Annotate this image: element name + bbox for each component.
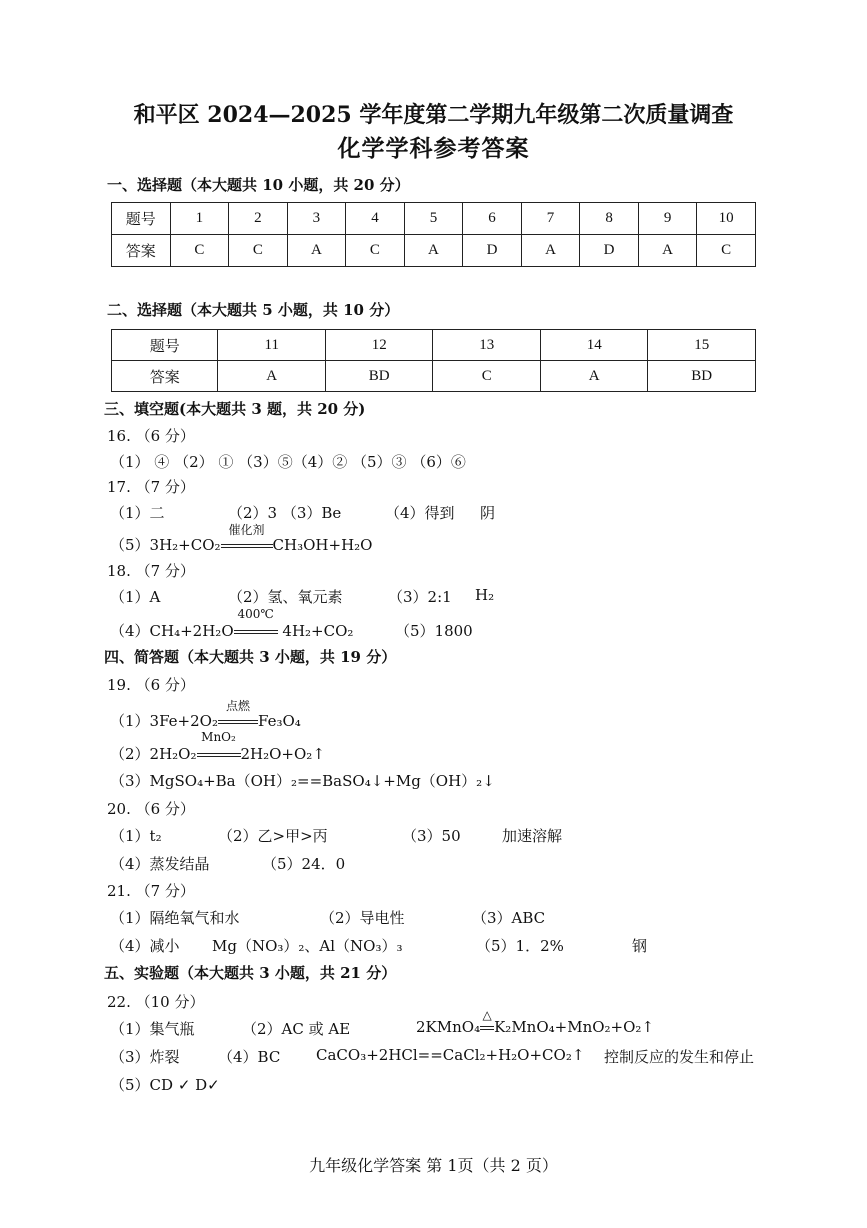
q20-head: 20. （6 分） (107, 800, 195, 818)
q19-head: 19. （6 分） (107, 676, 195, 694)
q17-head: 17. （7 分） (107, 478, 195, 496)
table1-question-6: 6 (463, 203, 522, 235)
table1-question-4: 4 (346, 203, 405, 235)
table1-answer-8: D (580, 235, 639, 267)
q17-a2: （2）3 （3）Be (228, 504, 342, 522)
q22-equation (416, 1008, 654, 1036)
q20-a3: （3）50 (402, 827, 461, 845)
q16-head: 16. （6 分） (107, 427, 195, 445)
q20-a1: （1）t₂ (110, 827, 162, 845)
q17-eq-reactants: （5）3H₂+CO₂ (110, 536, 221, 554)
q22-head: 22. （10 分） (107, 993, 205, 1011)
q19-equation2 (110, 730, 325, 764)
q21-a3: （3）ABC (472, 909, 546, 927)
q18-eq-products: 4H₂+CO₂ (282, 622, 354, 640)
table2-label-answer: 答案 (112, 361, 218, 392)
q21-head: 21. （7 分） (107, 882, 195, 900)
q18-a3: （3）2:1 (388, 588, 452, 606)
table2-answer-5: BD (648, 361, 756, 392)
q22-eq-condition: △ (482, 1008, 492, 1022)
table1-answer-4: C (346, 235, 405, 267)
q19-eq1-products: Fe₃O₄ (257, 712, 301, 730)
q16-line1: （1） ④ （2） ① （3）⑤（4）② （5）③ （6）⑥ (110, 453, 466, 471)
q22-eq-reactants: 2KMnO₄ (416, 1018, 481, 1036)
section2-heading: 二、选择题（本大题共 5 小题，共 10 分） (107, 301, 400, 319)
q17-eq-products: CH₃OH+H₂O (272, 536, 373, 554)
table1-question-1: 1 (170, 203, 229, 235)
table2-question-3: 13 (433, 330, 540, 361)
q22-eq-products: K₂MnO₄+MnO₂+O₂↑ (494, 1018, 654, 1036)
section4-heading: 四、简答题（本大题共 3 小题，共 19 分） (104, 648, 397, 666)
table1-question-10: 10 (697, 203, 756, 235)
q22-a4: （4）BC (218, 1048, 281, 1066)
table1-answer-10: C (697, 235, 756, 267)
q18-a1: （1）A (110, 588, 161, 606)
table1-answer-2: C (229, 235, 288, 267)
q17-a1: （1）二 (110, 504, 165, 522)
table1-answer-1: C (170, 235, 229, 267)
q22-a1: （1）集气瓶 (110, 1020, 195, 1038)
q18-a5: （5）1800 (395, 622, 473, 640)
table1-question-3: 3 (287, 203, 346, 235)
table2-question-2: 12 (325, 330, 433, 361)
table1-answer-7: A (521, 235, 580, 267)
q21-a1: （1）隔绝氧气和水 (110, 909, 240, 927)
q21-a2: （2）导电性 (320, 909, 405, 927)
table1-label-question: 题号 (112, 203, 171, 235)
table2-answer-2: BD (325, 361, 433, 392)
q18-eq-reactants: （4）CH₄+2H₂O (110, 622, 234, 640)
table1-question-2: 2 (229, 203, 288, 235)
q22-eq-arrow (480, 1008, 494, 1036)
table2-answer-4: A (540, 361, 647, 392)
q18-a2: （2）氢、氧元素 (228, 588, 343, 606)
table1-answer-6: D (463, 235, 522, 267)
page-subtitle: 化学学科参考答案 (337, 135, 530, 162)
q19-equation1 (110, 699, 301, 731)
table2-answer-3: C (433, 361, 540, 392)
table2-question-1: 11 (218, 330, 325, 361)
q18-head: 18. （7 分） (107, 562, 195, 580)
table2-answer-1: A (218, 361, 325, 392)
q20-a2: （2）乙>甲>丙 (218, 827, 328, 845)
q22-a4c: 控制反应的发生和停止 (604, 1048, 755, 1066)
q19-eq2-arrow (197, 730, 241, 763)
q18-a3b: H₂ (475, 586, 495, 604)
page-footer: 九年级化学答案 第 1页（共 2 页） (309, 1156, 558, 1175)
table2-question-5: 15 (648, 330, 756, 361)
q21-a4b: Mg（NO₃）₂、Al（NO₃）₃ (212, 937, 403, 955)
q19-eq1-arrow (218, 699, 258, 730)
q18-equation (110, 607, 354, 641)
q19-eq2-condition: MnO₂ (201, 730, 236, 744)
q22-a5: （5）CD ✓ D✓ (110, 1076, 220, 1094)
table1-question-7: 7 (521, 203, 580, 235)
q18-eq-condition: 400℃ (237, 607, 274, 621)
q19-line3: （3）MgSO₄+Ba（OH）₂==BaSO₄↓+Mg（OH）₂↓ (110, 772, 495, 790)
q17-a4b: 阴 (480, 504, 496, 522)
q20-a4: （4）蒸发结晶 (110, 855, 210, 873)
table1-label-answer: 答案 (112, 235, 171, 267)
answer-table-2 (111, 329, 756, 392)
q19-eq2-reactants: （2）2H₂O₂ (110, 745, 197, 763)
table1-question-8: 8 (580, 203, 639, 235)
q20-a5: （5）24．0 (262, 855, 346, 873)
section1-heading: 一、选择题（本大题共 10 小题，共 20 分） (107, 176, 410, 194)
q22-a2: （2）AC 或 AE (242, 1020, 351, 1038)
q19-eq1-reactants: （1）3Fe+2O₂ (110, 712, 218, 730)
q22-a3: （3）炸裂 (110, 1048, 180, 1066)
q21-a4: （4）减小 (110, 937, 180, 955)
q20-a3b: 加速溶解 (502, 827, 563, 845)
table1-question-5: 5 (404, 203, 463, 235)
q17-a4: （4）得到 (385, 504, 455, 522)
section5-heading: 五、实验题（本大题共 3 小题，共 21 分） (104, 964, 397, 982)
q21-a5b: 钢 (632, 937, 648, 955)
q19-eq1-condition: 点燃 (225, 699, 250, 713)
q22-a4b: CaCO₃+2HCl==CaCl₂+H₂O+CO₂↑ (316, 1046, 585, 1064)
table2-label-question: 题号 (112, 330, 218, 361)
section3-heading: 三、填空题(本大题共 3 题，共 20 分) (104, 400, 366, 418)
table2-question-4: 14 (540, 330, 647, 361)
table1-answer-9: A (638, 235, 697, 267)
q19-eq2-products: 2H₂O+O₂↑ (240, 745, 325, 763)
table1-answer-3: A (287, 235, 346, 267)
page-title: 和平区 2024—2025 学年度第二学期九年级第二次质量调查 (133, 102, 734, 128)
q17-eq-arrow (221, 523, 273, 554)
table1-question-9: 9 (638, 203, 697, 235)
q21-a5: （5）1．2% (476, 937, 564, 955)
q17-equation (110, 523, 373, 555)
q18-eq-arrow (234, 607, 278, 640)
table1-answer-5: A (404, 235, 463, 267)
answer-table-1 (111, 202, 756, 267)
q17-eq-condition: 催化剂 (228, 523, 265, 537)
